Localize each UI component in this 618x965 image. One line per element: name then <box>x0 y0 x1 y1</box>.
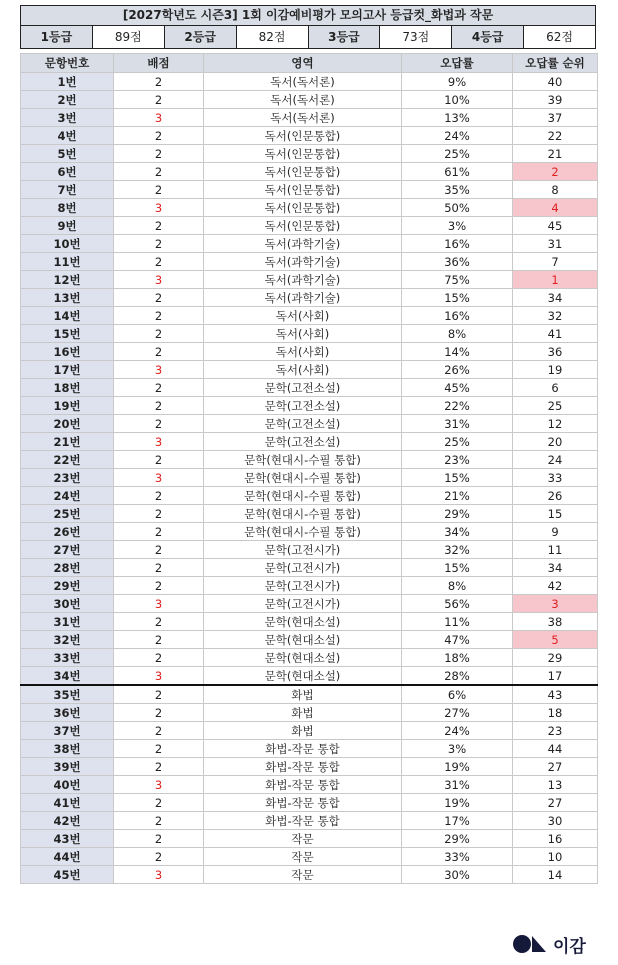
question-number: 24번 <box>21 487 114 505</box>
area-cell: 문학(고전시가) <box>204 541 402 559</box>
igam-logo <box>512 932 586 956</box>
area-cell: 화법-작문 통합 <box>204 776 402 794</box>
error-rate-cell: 21% <box>402 487 513 505</box>
error-rate-cell: 50% <box>402 199 513 217</box>
area-cell: 화법 <box>204 704 402 722</box>
error-rank-cell: 8 <box>513 181 598 199</box>
area-cell: 문학(현대소설) <box>204 631 402 649</box>
area-cell: 문학(고전소설) <box>204 433 402 451</box>
area-cell: 문학(고전시가) <box>204 577 402 595</box>
area-cell: 독서(인문통합) <box>204 163 402 181</box>
table-row <box>21 866 598 884</box>
error-rate-cell: 8% <box>402 577 513 595</box>
question-number: 10번 <box>21 235 114 253</box>
error-rank-cell: 6 <box>513 379 598 397</box>
area-cell: 문학(현대시-수필 통합) <box>204 451 402 469</box>
area-cell: 문학(고전시가) <box>204 559 402 577</box>
table-row <box>21 307 598 325</box>
error-rate-cell: 13% <box>402 109 513 127</box>
error-rate-cell: 19% <box>402 794 513 812</box>
points-cell: 2 <box>114 722 204 740</box>
points-cell: 2 <box>114 577 204 595</box>
table-header-row <box>21 54 598 73</box>
error-rate-cell: 15% <box>402 469 513 487</box>
error-rate-cell: 56% <box>402 595 513 613</box>
error-rank-cell: 14 <box>513 866 598 884</box>
error-rate-cell: 24% <box>402 127 513 145</box>
grade-score: 82점 <box>237 26 309 48</box>
error-rate-cell: 11% <box>402 613 513 631</box>
area-cell: 독서(과학기술) <box>204 235 402 253</box>
question-number: 18번 <box>21 379 114 397</box>
points-cell: 2 <box>114 307 204 325</box>
area-cell: 작문 <box>204 848 402 866</box>
error-rank-cell: 30 <box>513 812 598 830</box>
error-rank-cell: 19 <box>513 361 598 379</box>
table-body <box>21 73 598 884</box>
grade-label: 2등급 <box>165 26 237 48</box>
error-rate-cell: 16% <box>402 235 513 253</box>
area-cell: 화법-작문 통합 <box>204 794 402 812</box>
area-cell: 독서(사회) <box>204 325 402 343</box>
error-rate-cell: 17% <box>402 812 513 830</box>
table-row <box>21 181 598 199</box>
question-number: 4번 <box>21 127 114 145</box>
points-cell: 2 <box>114 235 204 253</box>
question-number: 5번 <box>21 145 114 163</box>
grade-label: 3등급 <box>309 26 381 48</box>
points-cell: 3 <box>114 776 204 794</box>
table-row <box>21 109 598 127</box>
table-row <box>21 289 598 307</box>
col-header-points: 배점 <box>114 54 204 73</box>
points-cell: 2 <box>114 812 204 830</box>
error-rank-cell: 25 <box>513 397 598 415</box>
error-rank-cell: 39 <box>513 91 598 109</box>
points-cell: 2 <box>114 343 204 361</box>
table-row <box>21 740 598 758</box>
error-rate-cell: 15% <box>402 559 513 577</box>
area-cell: 문학(고전시가) <box>204 595 402 613</box>
question-number: 9번 <box>21 217 114 235</box>
question-number: 13번 <box>21 289 114 307</box>
points-cell: 2 <box>114 73 204 91</box>
table-row <box>21 649 598 667</box>
error-rate-cell: 34% <box>402 523 513 541</box>
error-rank-cell: 13 <box>513 776 598 794</box>
points-cell: 2 <box>114 415 204 433</box>
question-number: 36번 <box>21 704 114 722</box>
points-cell: 3 <box>114 595 204 613</box>
error-rate-cell: 24% <box>402 722 513 740</box>
area-cell: 독서(독서론) <box>204 91 402 109</box>
question-number: 45번 <box>21 866 114 884</box>
error-rank-cell: 37 <box>513 109 598 127</box>
table-row <box>21 631 598 649</box>
table-row <box>21 595 598 613</box>
question-number: 22번 <box>21 451 114 469</box>
col-header-area: 영역 <box>204 54 402 73</box>
error-rate-cell: 28% <box>402 667 513 686</box>
table-row <box>21 848 598 866</box>
error-rank-cell: 31 <box>513 235 598 253</box>
error-rate-cell: 14% <box>402 343 513 361</box>
question-number: 30번 <box>21 595 114 613</box>
question-number: 12번 <box>21 271 114 289</box>
grade-cut-header <box>20 5 596 49</box>
question-number: 26번 <box>21 523 114 541</box>
table-row <box>21 415 598 433</box>
points-cell: 3 <box>114 361 204 379</box>
points-cell: 2 <box>114 685 204 704</box>
question-number: 43번 <box>21 830 114 848</box>
error-rate-cell: 35% <box>402 181 513 199</box>
error-rank-cell: 15 <box>513 505 598 523</box>
table-row <box>21 830 598 848</box>
table-row <box>21 794 598 812</box>
error-rate-cell: 10% <box>402 91 513 109</box>
error-rate-cell: 32% <box>402 541 513 559</box>
table-row <box>21 704 598 722</box>
area-cell: 독서(인문통합) <box>204 127 402 145</box>
error-rate-cell: 22% <box>402 397 513 415</box>
table-row <box>21 199 598 217</box>
question-number: 17번 <box>21 361 114 379</box>
col-header-error-rank: 오답률 순위 <box>513 54 598 73</box>
error-rank-cell: 36 <box>513 343 598 361</box>
points-cell: 2 <box>114 289 204 307</box>
table-row <box>21 325 598 343</box>
error-rate-cell: 29% <box>402 505 513 523</box>
points-cell: 2 <box>114 830 204 848</box>
question-number: 27번 <box>21 541 114 559</box>
error-rate-cell: 31% <box>402 415 513 433</box>
error-rank-cell: 11 <box>513 541 598 559</box>
error-rate-cell: 61% <box>402 163 513 181</box>
area-cell: 화법 <box>204 722 402 740</box>
error-rate-cell: 36% <box>402 253 513 271</box>
points-cell: 2 <box>114 649 204 667</box>
error-rank-cell: 4 <box>513 199 598 217</box>
points-cell: 2 <box>114 848 204 866</box>
error-rank-cell: 24 <box>513 451 598 469</box>
error-rank-cell: 20 <box>513 433 598 451</box>
area-cell: 화법-작문 통합 <box>204 812 402 830</box>
points-cell: 3 <box>114 433 204 451</box>
question-stats-table <box>20 53 598 884</box>
area-cell: 문학(현대소설) <box>204 649 402 667</box>
area-cell: 화법-작문 통합 <box>204 740 402 758</box>
table-row <box>21 433 598 451</box>
points-cell: 2 <box>114 505 204 523</box>
error-rank-cell: 29 <box>513 649 598 667</box>
question-number: 8번 <box>21 199 114 217</box>
error-rate-cell: 19% <box>402 758 513 776</box>
table-row <box>21 73 598 91</box>
error-rank-cell: 33 <box>513 469 598 487</box>
grade-score: 73점 <box>380 26 452 48</box>
error-rate-cell: 9% <box>402 73 513 91</box>
table-row <box>21 758 598 776</box>
points-cell: 3 <box>114 271 204 289</box>
table-row <box>21 379 598 397</box>
area-cell: 문학(현대시-수필 통합) <box>204 469 402 487</box>
question-number: 19번 <box>21 397 114 415</box>
question-number: 20번 <box>21 415 114 433</box>
points-cell: 2 <box>114 181 204 199</box>
area-cell: 독서(과학기술) <box>204 289 402 307</box>
area-cell: 독서(인문통합) <box>204 145 402 163</box>
question-number: 3번 <box>21 109 114 127</box>
table-row <box>21 722 598 740</box>
question-number: 1번 <box>21 73 114 91</box>
error-rank-cell: 45 <box>513 217 598 235</box>
error-rate-cell: 33% <box>402 848 513 866</box>
error-rate-cell: 29% <box>402 830 513 848</box>
table-row <box>21 577 598 595</box>
table-row <box>21 505 598 523</box>
error-rate-cell: 16% <box>402 307 513 325</box>
error-rank-cell: 42 <box>513 577 598 595</box>
table-row <box>21 163 598 181</box>
area-cell: 문학(고전소설) <box>204 415 402 433</box>
area-cell: 문학(현대소설) <box>204 613 402 631</box>
question-number: 41번 <box>21 794 114 812</box>
area-cell: 화법 <box>204 685 402 704</box>
table-row <box>21 541 598 559</box>
points-cell: 2 <box>114 379 204 397</box>
area-cell: 문학(현대시-수필 통합) <box>204 487 402 505</box>
points-cell: 2 <box>114 91 204 109</box>
error-rank-cell: 43 <box>513 685 598 704</box>
area-cell: 독서(독서론) <box>204 109 402 127</box>
points-cell: 3 <box>114 469 204 487</box>
error-rank-cell: 38 <box>513 613 598 631</box>
area-cell: 독서(인문통합) <box>204 217 402 235</box>
area-cell: 문학(현대시-수필 통합) <box>204 505 402 523</box>
error-rank-cell: 16 <box>513 830 598 848</box>
question-number: 32번 <box>21 631 114 649</box>
area-cell: 독서(사회) <box>204 343 402 361</box>
error-rate-cell: 15% <box>402 289 513 307</box>
points-cell: 2 <box>114 794 204 812</box>
col-header-number: 문항번호 <box>21 54 114 73</box>
points-cell: 2 <box>114 631 204 649</box>
table-row <box>21 559 598 577</box>
area-cell: 독서(과학기술) <box>204 253 402 271</box>
error-rank-cell: 27 <box>513 794 598 812</box>
points-cell: 2 <box>114 559 204 577</box>
area-cell: 문학(고전소설) <box>204 397 402 415</box>
question-number: 11번 <box>21 253 114 271</box>
table-row <box>21 487 598 505</box>
points-cell: 2 <box>114 217 204 235</box>
points-cell: 3 <box>114 667 204 686</box>
question-number: 16번 <box>21 343 114 361</box>
area-cell: 독서(인문통합) <box>204 181 402 199</box>
table-row <box>21 127 598 145</box>
question-number: 34번 <box>21 667 114 686</box>
points-cell: 2 <box>114 325 204 343</box>
error-rank-cell: 5 <box>513 631 598 649</box>
error-rank-cell: 34 <box>513 289 598 307</box>
table-row <box>21 812 598 830</box>
points-cell: 2 <box>114 127 204 145</box>
grade-score: 62점 <box>546 30 573 44</box>
error-rank-cell: 18 <box>513 704 598 722</box>
error-rate-cell: 25% <box>402 145 513 163</box>
error-rank-cell: 3 <box>513 595 598 613</box>
table-row <box>21 667 598 686</box>
area-cell: 독서(인문통합) <box>204 199 402 217</box>
points-cell: 2 <box>114 523 204 541</box>
points-cell: 2 <box>114 758 204 776</box>
question-number: 40번 <box>21 776 114 794</box>
question-number: 15번 <box>21 325 114 343</box>
page-title: [2027학년도 시즌3] 1회 이감예비평가 모의고사 등급컷_화법과 작문 <box>21 6 595 26</box>
error-rate-cell: 27% <box>402 704 513 722</box>
error-rank-cell: 41 <box>513 325 598 343</box>
table-row <box>21 91 598 109</box>
error-rank-cell: 26 <box>513 487 598 505</box>
points-cell: 2 <box>114 163 204 181</box>
question-number: 31번 <box>21 613 114 631</box>
error-rank-cell: 32 <box>513 307 598 325</box>
question-number: 7번 <box>21 181 114 199</box>
table-row <box>21 343 598 361</box>
error-rate-cell: 26% <box>402 361 513 379</box>
table-row <box>21 776 598 794</box>
error-rank-cell: 44 <box>513 740 598 758</box>
points-cell: 3 <box>114 866 204 884</box>
error-rank-cell: 27 <box>513 758 598 776</box>
table-row <box>21 145 598 163</box>
points-cell: 2 <box>114 740 204 758</box>
question-number: 2번 <box>21 91 114 109</box>
area-cell: 독서(과학기술) <box>204 271 402 289</box>
points-cell: 2 <box>114 451 204 469</box>
error-rank-cell: 7 <box>513 253 598 271</box>
area-cell: 독서(사회) <box>204 361 402 379</box>
question-number: 42번 <box>21 812 114 830</box>
error-rank-cell: 12 <box>513 415 598 433</box>
points-cell: 3 <box>114 109 204 127</box>
error-rate-cell: 45% <box>402 379 513 397</box>
area-cell: 문학(현대시-수필 통합) <box>204 523 402 541</box>
area-cell: 문학(현대소설) <box>204 667 402 686</box>
area-cell: 작문 <box>204 866 402 884</box>
igam-logo-icon <box>512 933 550 955</box>
area-cell: 독서(독서론) <box>204 73 402 91</box>
table-row <box>21 685 598 704</box>
question-number: 25번 <box>21 505 114 523</box>
table-row <box>21 235 598 253</box>
error-rate-cell: 3% <box>402 740 513 758</box>
table-row <box>21 397 598 415</box>
question-number: 28번 <box>21 559 114 577</box>
question-number: 6번 <box>21 163 114 181</box>
question-number: 38번 <box>21 740 114 758</box>
error-rate-cell: 31% <box>402 776 513 794</box>
points-cell: 2 <box>114 487 204 505</box>
error-rate-cell: 6% <box>402 685 513 704</box>
error-rank-cell: 2 <box>513 163 598 181</box>
question-number: 29번 <box>21 577 114 595</box>
error-rank-cell: 40 <box>513 73 598 91</box>
question-number: 39번 <box>21 758 114 776</box>
question-number: 37번 <box>21 722 114 740</box>
table-row <box>21 613 598 631</box>
table-row <box>21 271 598 289</box>
points-cell: 2 <box>114 253 204 271</box>
error-rank-cell: 34 <box>513 559 598 577</box>
error-rank-cell: 17 <box>513 667 598 686</box>
area-cell: 독서(사회) <box>204 307 402 325</box>
error-rate-cell: 25% <box>402 433 513 451</box>
area-cell: 문학(고전소설) <box>204 379 402 397</box>
error-rank-cell: 1 <box>513 271 598 289</box>
error-rank-cell: 22 <box>513 127 598 145</box>
error-rank-cell: 9 <box>513 523 598 541</box>
table-row <box>21 469 598 487</box>
grade-score: 89점 <box>93 26 165 48</box>
error-rank-cell: 21 <box>513 145 598 163</box>
grade-cut-row <box>21 26 595 48</box>
error-rate-cell: 18% <box>402 649 513 667</box>
error-rate-cell: 30% <box>402 866 513 884</box>
table-row <box>21 217 598 235</box>
question-number: 23번 <box>21 469 114 487</box>
question-number: 14번 <box>21 307 114 325</box>
points-cell: 2 <box>114 397 204 415</box>
question-number: 33번 <box>21 649 114 667</box>
table-row <box>21 253 598 271</box>
question-number: 35번 <box>21 685 114 704</box>
error-rate-cell: 8% <box>402 325 513 343</box>
area-cell: 화법-작문 통합 <box>204 758 402 776</box>
error-rank-cell: 23 <box>513 722 598 740</box>
grade-label: 1등급 <box>21 26 93 48</box>
table-row <box>21 361 598 379</box>
question-number: 21번 <box>21 433 114 451</box>
table-row <box>21 523 598 541</box>
col-header-error-rate: 오답률 <box>402 54 513 73</box>
error-rate-cell: 23% <box>402 451 513 469</box>
error-rank-cell: 10 <box>513 848 598 866</box>
points-cell: 3 <box>114 199 204 217</box>
points-cell: 2 <box>114 613 204 631</box>
question-number: 44번 <box>21 848 114 866</box>
table-row <box>21 451 598 469</box>
error-rate-cell: 75% <box>402 271 513 289</box>
error-rate-cell: 3% <box>402 217 513 235</box>
points-cell: 2 <box>114 541 204 559</box>
error-rate-cell: 47% <box>402 631 513 649</box>
grade-label: 4등급 <box>452 26 524 48</box>
points-cell: 2 <box>114 704 204 722</box>
points-cell: 2 <box>114 145 204 163</box>
logo-text: 이감 <box>553 936 586 957</box>
area-cell: 작문 <box>204 830 402 848</box>
